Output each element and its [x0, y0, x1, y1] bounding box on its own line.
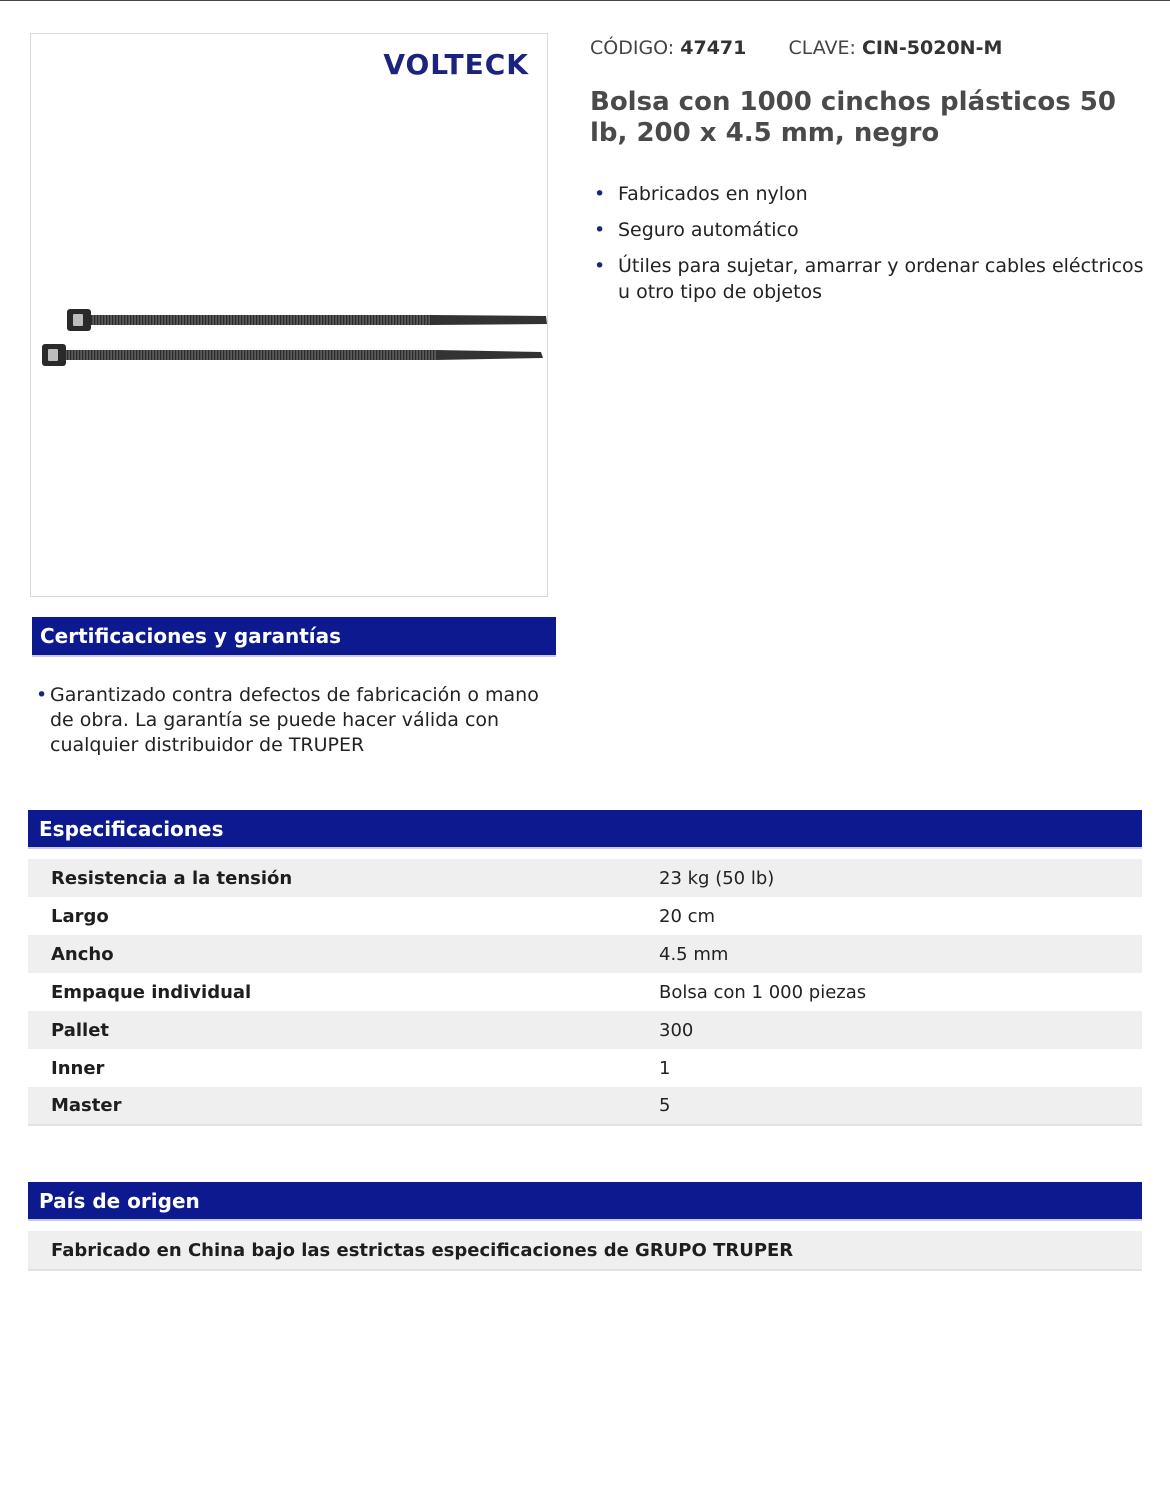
table-row [28, 859, 1142, 897]
specifications-heading: Especificaciones [28, 810, 1142, 849]
spec-label: Ancho [28, 935, 659, 973]
brand-logo: VOLTECK [383, 48, 529, 81]
spec-label: Pallet [28, 1011, 659, 1049]
spec-label: Largo [28, 897, 659, 935]
table-row [28, 897, 1142, 935]
warranty-text [36, 683, 546, 758]
table-row [28, 1011, 1142, 1049]
warranty-text-content: Garantizado contra defectos de fabricación o mano de obra. La garantía se puede hacer válida con cualquier distribuidor de TRUPER [50, 684, 539, 756]
origin-text: Fabricado en China bajo las estrictas especificaciones de GRUPO TRUPER [28, 1231, 1142, 1271]
spec-label: Resistencia a la tensión [28, 859, 659, 897]
spec-value: 4.5 mm [659, 935, 1142, 973]
codigo-value: 47471 [680, 37, 747, 59]
table-row [28, 935, 1142, 973]
codigo-label: CÓDIGO: [590, 37, 675, 59]
spec-value: 300 [659, 1011, 1142, 1049]
spec-value: 20 cm [659, 897, 1142, 935]
feature-item: • Fabricados en nylon [590, 181, 1150, 207]
specifications-table [28, 859, 1142, 1126]
cable-ties-image [31, 34, 549, 598]
cable-tie-top [67, 309, 547, 331]
spec-label: Empaque individual [28, 973, 659, 1011]
feature-list [590, 181, 1150, 315]
clave-label: CLAVE: [788, 37, 856, 59]
spec-value: 23 kg (50 lb) [659, 859, 1142, 897]
feature-item: • Útiles para sujetar, amarrar y ordenar cables eléctricos u otro tipo de objetos [590, 253, 1150, 305]
table-row [28, 973, 1142, 1011]
product-codes [590, 37, 1002, 59]
spec-label: Master [28, 1087, 659, 1125]
table-row [28, 1049, 1142, 1087]
spec-value: 1 [659, 1049, 1142, 1087]
bullet-icon: • [36, 684, 48, 706]
feature-item: • Seguro automático [590, 217, 1150, 243]
certifications-heading: Certificaciones y garantías [32, 617, 556, 657]
spec-value: 5 [659, 1087, 1142, 1125]
table-row [28, 1087, 1142, 1125]
product-image-panel [30, 33, 548, 597]
spec-label: Inner [28, 1049, 659, 1087]
cable-tie-bottom [42, 344, 543, 366]
origin-heading: País de origen [28, 1182, 1142, 1221]
clave-value: CIN-5020N-M [861, 37, 1003, 59]
spec-value: Bolsa con 1 000 piezas [659, 973, 1142, 1011]
product-title: Bolsa con 1000 cinchos plásticos 50 lb, 200 x 4.5 mm, negro [590, 87, 1116, 148]
